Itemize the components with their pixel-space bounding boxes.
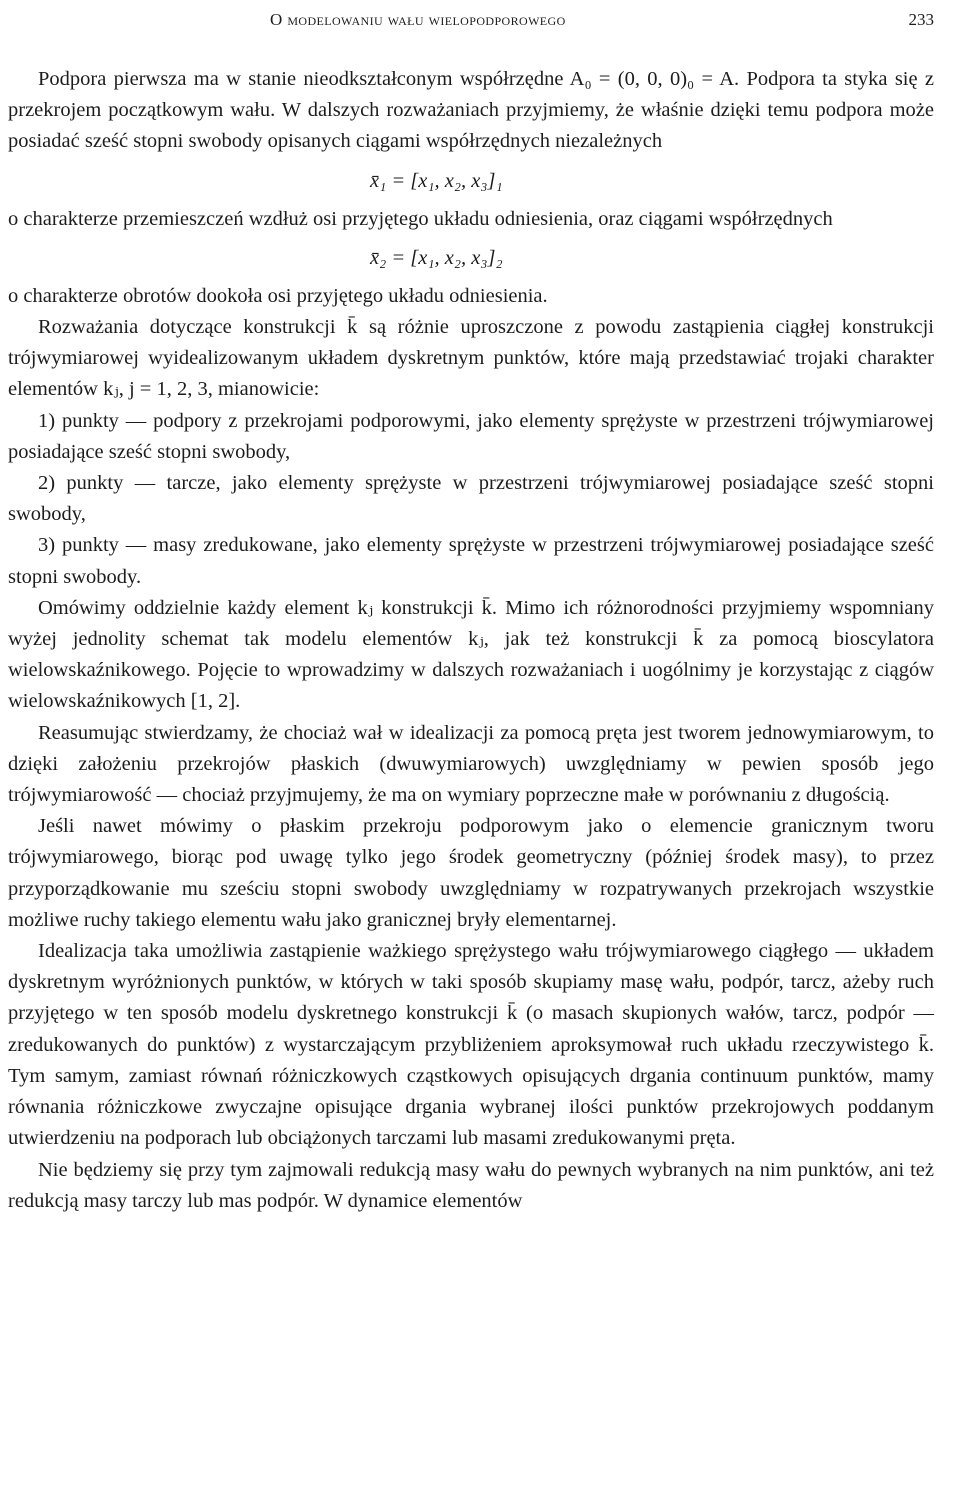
paragraph-3: o charakterze obrotów dookoła osi przyjętego układu odniesienia. (8, 284, 548, 307)
paragraph-5: Omówimy oddzielnie każdy element kⱼ konstrukcji k̄. Mimo ich różnorodności przyjmiemy wspomniany wyżej jednolity schemat tak modelu elementów kⱼ, jak też konstrukcji k̄ za pomocą bioscylatora wielowskaźnikowego. Pojęcie to wprowadzimy w dalszych rozważaniach i uogólnimy je korzystając z ciągów wielowskaźnikowych [1, 2]. (8, 596, 934, 713)
page-number: 233 (908, 10, 934, 29)
paragraph-4: Rozważania dotyczące konstrukcji k̄ są różnie uproszczone z powodu zastąpienia ciągłej konstrukcji trójwymiarowej wyidealizowanym układem dyskretnym punktów, które mają przedstawiać trojaki charakter elementów kⱼ, j = 1, 2, 3, mianowicie: (8, 316, 934, 401)
paragraph-7: Jeśli nawet mówimy o płaskim przekroju podporowym jako o elemencie granicznym tworu trójwymiarowego, biorąc pod uwagę tylko jego środek geometryczny (później środek masy), to przez przyporządkowanie mu sześciu stopni swobody uwzględniamy w rozpatrywanych przekrojach wszystkie możliwe ruchy takiego elementu wału jako granicznej bryły elementarnej. (8, 815, 934, 931)
paragraph-2: o charakterze przemieszczeń wzdłuż osi przyjętego układu odniesienia, oraz ciągami współrzędnych (8, 207, 833, 230)
page-header (8, 4, 934, 32)
equation-2: x̄₂ = [x₁, x₂, x₃]₂ (370, 246, 503, 269)
paragraph-8: Idealizacja taka umożliwia zastąpienie ważkiego sprężystego wału trójwymiarowego ciągłego — układem dyskretnym wyróżnionych punktów, w których w taki sposób skupiamy masę wału, podpór, tarcz, ażeby ruch przyjętego w ten sposób modelu dyskretnego konstrukcji k̄ (o masach skupionych wałów, tarcz, podpór — zredukowanych do punktów) z wystarczającym przybliżeniem aproksymował ruch układu rzeczywistego k̄. Tym samym, zamiast równań różniczkowych cząstkowych opisujących drgania continuum punktów, mamy równania różniczkowe zwyczajne opisujące drgania wybranej ilości punktów przekrojowych poddanym utwierdzeniu na podporach lub obciążonych tarczami lub masami zredukowanymi pręta. (8, 940, 934, 1150)
list-item-1: 1) punkty — podpory z przekrojami podporowymi, jako elementy sprężyste w przestrzeni trójwymiarowej posiadające sześć stopni swobody, (8, 409, 934, 463)
paragraph-1: Podpora pierwsza ma w stanie nieodkształconym współrzędne A₀ = (0, 0, 0)₀ = A. Podpora ta styka się z przekrojem początkowym wału. W dalszych rozważaniach przyjmiemy, że właśnie dzięki temu podpora może posiadać sześć stopni swobody opisanych ciągami współrzędnych niezależnych (8, 68, 934, 153)
paragraph-9: Nie będziemy się przy tym zajmowali redukcją masy wału do pewnych wybranych na nim punktów, ani też redukcją masy tarczy lub mas podpór. W dynamice elementów (8, 1158, 934, 1212)
running-title: O modelowaniu wału wielopodporowego (270, 10, 566, 29)
paragraph-6: Reasumując stwierdzamy, że chociaż wał w idealizacji za pomocą pręta jest tworem jednowymiarowym, to dzięki założeniu przekrojów płaskich (dwuwymiarowych) uwzględniamy w pewien sposób jego trójwymiarowość — chociaż przyjmujemy, że ma on wymiary poprzeczne małe w porównaniu z długością. (8, 721, 934, 807)
equation-1: x̄₁ = [x₁, x₂, x₃]₁ (370, 169, 503, 192)
list-item-3: 3) punkty — masy zredukowane, jako elementy sprężyste w przestrzeni trójwymiarowej posiadające sześć stopni swobody. (8, 534, 934, 588)
list-item-2: 2) punkty — tarcze, jako elementy sprężyste w przestrzeni trójwymiarowej posiadające sześć stopni swobody, (8, 472, 934, 526)
